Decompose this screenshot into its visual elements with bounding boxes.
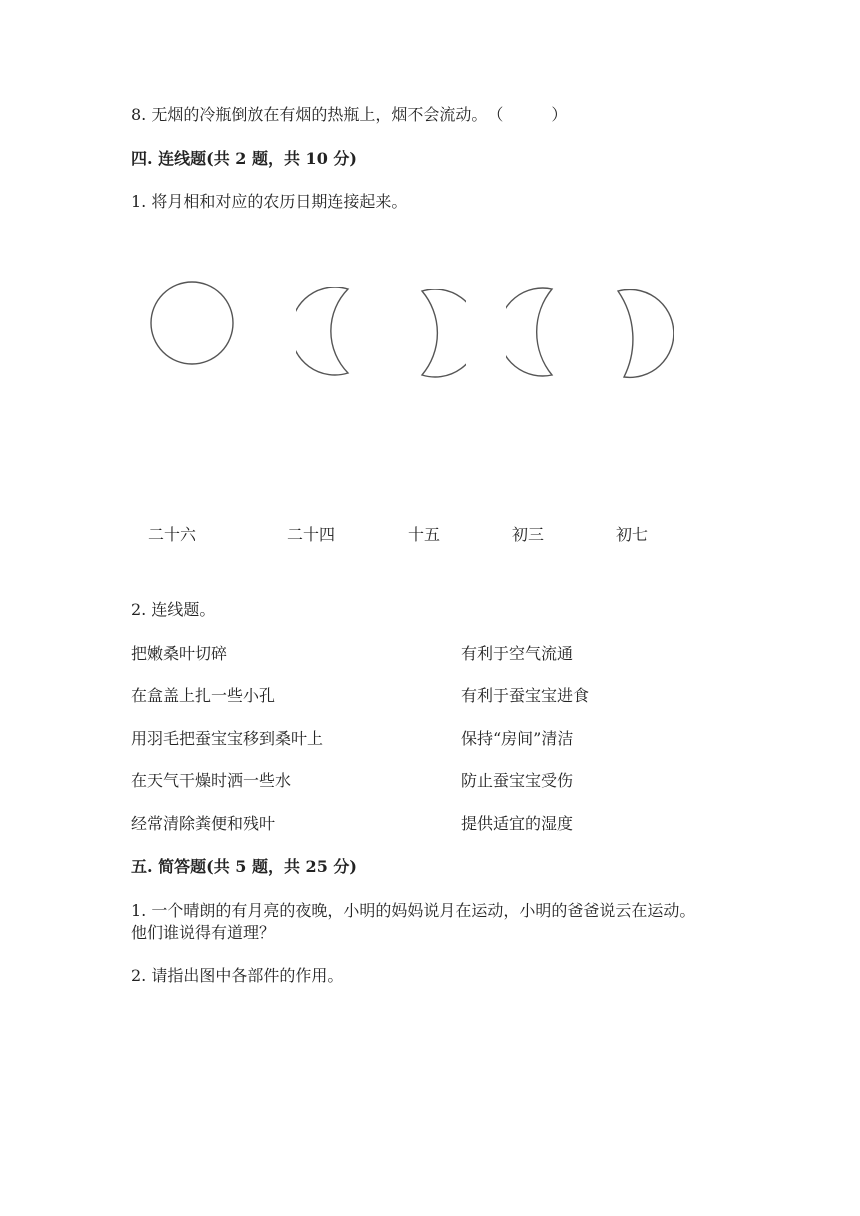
match-left-item: 在天气干燥时洒一些水 [131, 771, 292, 790]
question-5-1-line2: 他们谁说得有道理？ [131, 923, 276, 942]
full-moon-image [148, 279, 236, 367]
section-5-title: 五. 简答题(共 5 题，共 25 分) [131, 857, 357, 876]
lunar-date-label: 十五 [408, 525, 441, 544]
lunar-date-label: 二十六 [148, 525, 197, 544]
match-right-item: 有利于空气流通 [461, 644, 574, 663]
answer-blank: （ ） [487, 105, 568, 124]
lunar-date-label: 初三 [512, 525, 545, 544]
waxing-crescent-moon-image [416, 289, 466, 379]
waning-crescent-moon-image-2 [506, 287, 556, 379]
match-right-item: 提供适宜的湿度 [461, 814, 574, 833]
waning-crescent-moon-image [296, 287, 356, 377]
question-5-2-prompt: 2. 请指出图中各部件的作用。 [131, 966, 344, 985]
match-right-item: 防止蚕宝宝受伤 [461, 771, 574, 790]
match-right-item: 有利于蚕宝宝进食 [461, 686, 590, 705]
match-left-item: 把嫩桑叶切碎 [131, 644, 228, 663]
section-4-title: 四. 连线题(共 2 题，共 10 分) [131, 149, 357, 168]
first-quarter-moon-image [614, 289, 674, 381]
question-8-text: 8. 无烟的冷瓶倒放在有烟的热瓶上，烟不会流动。 [131, 105, 488, 124]
lunar-date-label: 初七 [616, 525, 649, 544]
lunar-date-label: 二十四 [287, 525, 336, 544]
match-left-item: 经常清除粪便和残叶 [131, 814, 276, 833]
match-left-item: 用羽毛把蚕宝宝移到桑叶上 [131, 729, 324, 748]
question-4-1-prompt: 1. 将月相和对应的农历日期连接起来。 [131, 192, 408, 211]
match-left-item: 在盒盖上扎一些小孔 [131, 686, 276, 705]
question-5-1-line1: 1. 一个晴朗的有月亮的夜晚，小明的妈妈说月在运动，小明的爸爸说云在运动。 [131, 901, 696, 920]
question-4-2-prompt: 2. 连线题。 [131, 600, 216, 619]
question-8 [131, 104, 567, 126]
match-right-item: 保持“房间”清洁 [461, 729, 574, 748]
